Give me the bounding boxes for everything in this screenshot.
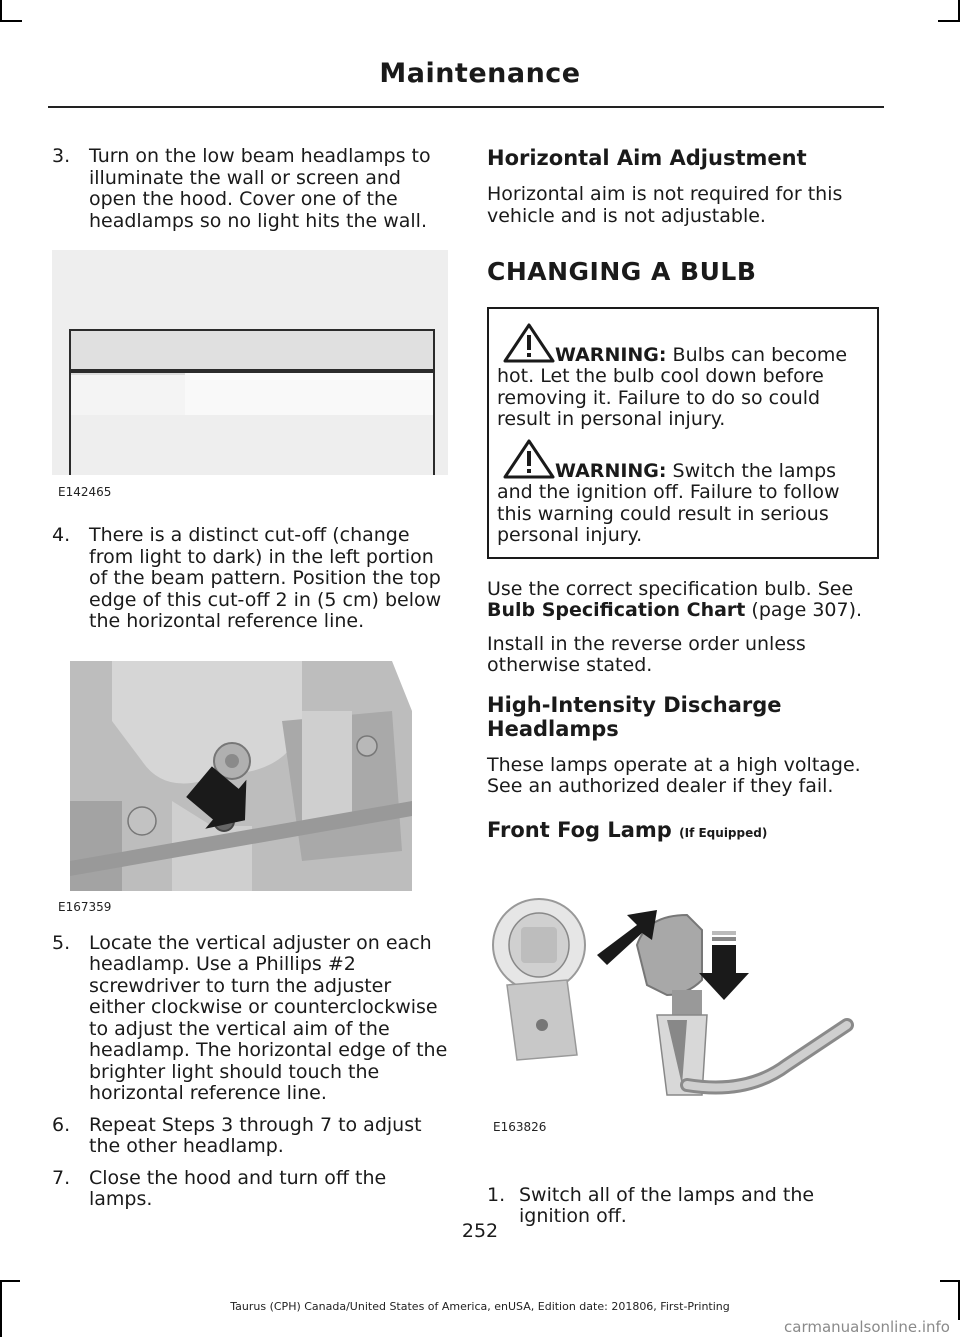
beam-pattern-illustration — [52, 250, 448, 475]
warning-text: Switch the lamps and the ignition off. Failure to follow this warning could result in serious personal injury. — [497, 459, 840, 546]
warning-switch-off — [497, 461, 869, 547]
crop-mark — [938, 20, 960, 22]
warning-box — [487, 307, 879, 559]
step-text: There is a distinct cut-off (change from light to dark) in the left portion of the beam pattern. Position the top edge of this cut-off 2 in (5 cm) below the horizontal reference line. — [89, 524, 442, 632]
step-text: Switch all of the lamps and the ignition off. — [519, 1183, 815, 1227]
hid-heading: High-Intensity Discharge Headlamps — [487, 692, 782, 741]
warning-triangle-icon — [503, 323, 555, 363]
step-4 — [52, 525, 448, 633]
fog-lamp-title: Front Fog Lamp — [487, 817, 672, 842]
step-text: Locate the vertical adjuster on each headlamp. Use a Phillips #2 screwdriver to turn the adjuster either clockwise or counterclockwise to adjust the vertical aim of the headlamp. The horizontal edge of the brighter light should touch the horizontal reference line. — [89, 931, 448, 1104]
reverse-order-text: Install in the reverse order unless otherwise stated. — [487, 632, 806, 676]
step-number: 1. — [487, 1183, 506, 1206]
crop-mark — [0, 20, 22, 22]
step-number: 4. — [52, 524, 71, 546]
spec-post: (page 307). — [745, 599, 863, 621]
step-5 — [52, 933, 448, 1105]
watermark: carmanualsonline.info — [784, 1318, 950, 1336]
warning-label: WARNING: — [555, 459, 667, 482]
beam-pattern-figure — [52, 250, 448, 505]
edition-line: Taurus (CPH) Canada/United States of America, enUSA, Edition date: 201806, First-Printing — [230, 1300, 730, 1313]
fog-lamp-figure — [487, 885, 879, 1185]
step-number: 5. — [52, 931, 71, 954]
header-rule — [48, 106, 884, 108]
warning-hot-bulb — [497, 345, 869, 431]
crop-mark — [940, 1280, 960, 1282]
crop-mark — [0, 1280, 20, 1282]
warning-text: Bulbs can become hot. Let the bulb cool down before removing it. Failure to do so could result in personal injury. — [497, 343, 848, 430]
page-number: 252 — [461, 1220, 499, 1242]
vertical-adjuster-figure — [52, 651, 448, 921]
step-number: 3. — [52, 145, 71, 167]
page-title: Maintenance — [379, 58, 581, 89]
left-column — [52, 146, 448, 1221]
step-text: Turn on the low beam headlamps to illuminate the wall or screen and open the hood. Cover one of the headlamps so no light hits the wall. — [89, 145, 431, 232]
figure-code: E163826 — [493, 1119, 547, 1134]
figure-code: E142465 — [58, 485, 112, 499]
horizontal-aim-text: Horizontal aim is not required for this vehicle and is not adjustable. — [487, 183, 843, 227]
if-equipped-note: (If Equipped) — [679, 825, 768, 840]
warning-triangle-icon — [503, 439, 555, 479]
fog-lamp-heading — [487, 818, 879, 845]
warning-label: WARNING: — [555, 343, 667, 366]
step-number: 6. — [52, 1113, 71, 1136]
step-text: Repeat Steps 3 through 7 to adjust the other headlamp. — [89, 1113, 422, 1157]
horizontal-aim-heading: Horizontal Aim Adjustment — [487, 146, 807, 170]
step-7 — [52, 1168, 448, 1211]
changing-bulb-heading: CHANGING A BULB — [487, 257, 757, 286]
spec-bulb-text — [487, 579, 879, 622]
step-number: 7. — [52, 1166, 71, 1189]
figure-code: E167359 — [58, 899, 112, 914]
step-6 — [52, 1115, 448, 1158]
hid-text: These lamps operate at a high voltage. See an authorized dealer if they fail. — [487, 753, 861, 797]
adjuster-illustration — [52, 651, 412, 891]
right-column — [487, 146, 879, 1238]
bulb-spec-chart-link[interactable]: Bulb Specification Chart — [487, 599, 746, 621]
fog-lamp-illustration — [487, 885, 867, 1145]
step-text: Close the hood and turn off the lamps. — [89, 1166, 387, 1210]
step-3 — [52, 146, 448, 232]
crop-mark — [0, 0, 2, 20]
spec-pre: Use the correct specification bulb. See — [487, 577, 854, 600]
